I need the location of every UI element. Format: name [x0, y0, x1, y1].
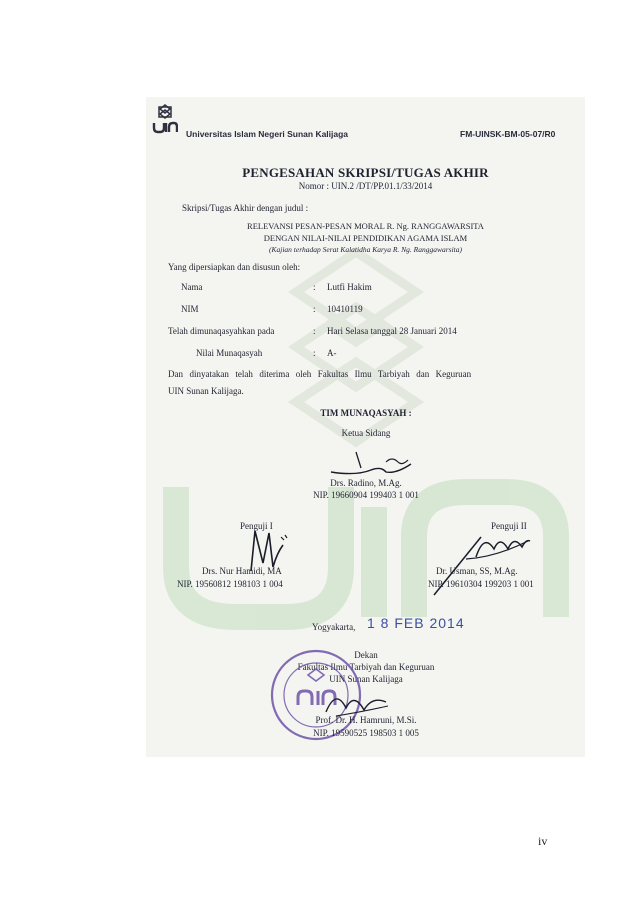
- chair-role: Ketua Sidang: [341, 428, 391, 438]
- examiner1-name: Drs. Nur Hamidi, MA: [202, 566, 282, 576]
- field-sep-grade: :: [313, 348, 316, 358]
- field-label-exam-date: Telah dimunaqasyahkan pada: [168, 326, 275, 336]
- scanned-document: [146, 97, 585, 757]
- examiner2-role: Penguji II: [491, 521, 527, 531]
- dean-nip: NIP. 19590525 198503 1 005: [313, 728, 419, 738]
- examiner1-nip: NIP. 19560812 198103 1 004: [177, 579, 283, 589]
- date-stamp: 1 8 FEB 2014: [367, 615, 465, 631]
- document-number: Nomor : UIN.2 /DT/PP.01.1/33/2014: [298, 181, 433, 191]
- page-title: PENGESAHAN SKRIPSI/TUGAS AKHIR: [242, 165, 489, 180]
- dean-name: Prof. Dr. H. Hamruni, M.Si.: [315, 715, 417, 725]
- intro-text: Skripsi/Tugas Akhir dengan judul :: [182, 203, 309, 213]
- dean-role: Dekan: [354, 650, 378, 660]
- prepared-by-text: Yang dipersiapkan dan disusun oleh:: [168, 262, 301, 272]
- field-label-name: Nama: [181, 282, 203, 292]
- university-logo-icon: [152, 104, 178, 134]
- chair-nip: NIP. 19660904 199403 1 001: [313, 490, 419, 500]
- field-value-grade: A-: [327, 348, 337, 358]
- faculty-name: Fakultas Ilmu Tarbiyah dan Keguruan: [297, 662, 435, 672]
- field-value-nim: 10410119: [327, 304, 363, 314]
- examiner2-nip: NIP. 19610304 199203 1 001: [428, 579, 534, 589]
- field-label-grade: Nilai Munaqasyah: [196, 348, 263, 358]
- chair-name: Drs. Radino, M.Ag.: [330, 478, 402, 488]
- acceptance-line2: UIN Sunan Kalijaga.: [168, 386, 244, 396]
- chair-signature: [326, 444, 416, 478]
- form-code: FM-UINSK-BM-05-07/R0: [460, 129, 556, 139]
- page-number: iv: [538, 834, 548, 848]
- field-value-exam-date: Hari Selasa tanggal 28 Januari 2014: [327, 326, 457, 336]
- field-sep-name: :: [313, 282, 316, 292]
- team-title: TIM MUNAQASYAH :: [320, 408, 412, 418]
- campus-name: UIN Sunan Kalijaga: [329, 674, 403, 684]
- examiner1-role: Penguji I: [240, 521, 273, 531]
- place: Yogyakarta,: [312, 622, 356, 632]
- thesis-subtitle: (Kajian terhadap Serat Kalatidha Karya R. Ng. Ranggawarsita): [269, 245, 462, 254]
- field-label-nim: NIM: [181, 304, 199, 314]
- university-name: Universitas Islam Negeri Sunan Kalijaga: [186, 129, 349, 139]
- field-sep-exam-date: :: [313, 326, 316, 336]
- thesis-title-line2: DENGAN NILAI-NILAI PENDIDIKAN AGAMA ISLAM: [263, 233, 468, 243]
- field-sep-nim: :: [313, 304, 316, 314]
- field-value-name: Lutfi Hakim: [327, 282, 372, 292]
- acceptance-line1: Dan dinyatakan telah diterima oleh Fakultas Ilmu Tarbiyah dan Keguruan: [168, 369, 472, 379]
- examiner2-name: Dr. Usman, SS, M.Ag.: [436, 566, 518, 576]
- thesis-title-line1: RELEVANSI PESAN-PESAN MORAL R. Ng. RANGGAWARSITA: [247, 221, 484, 231]
